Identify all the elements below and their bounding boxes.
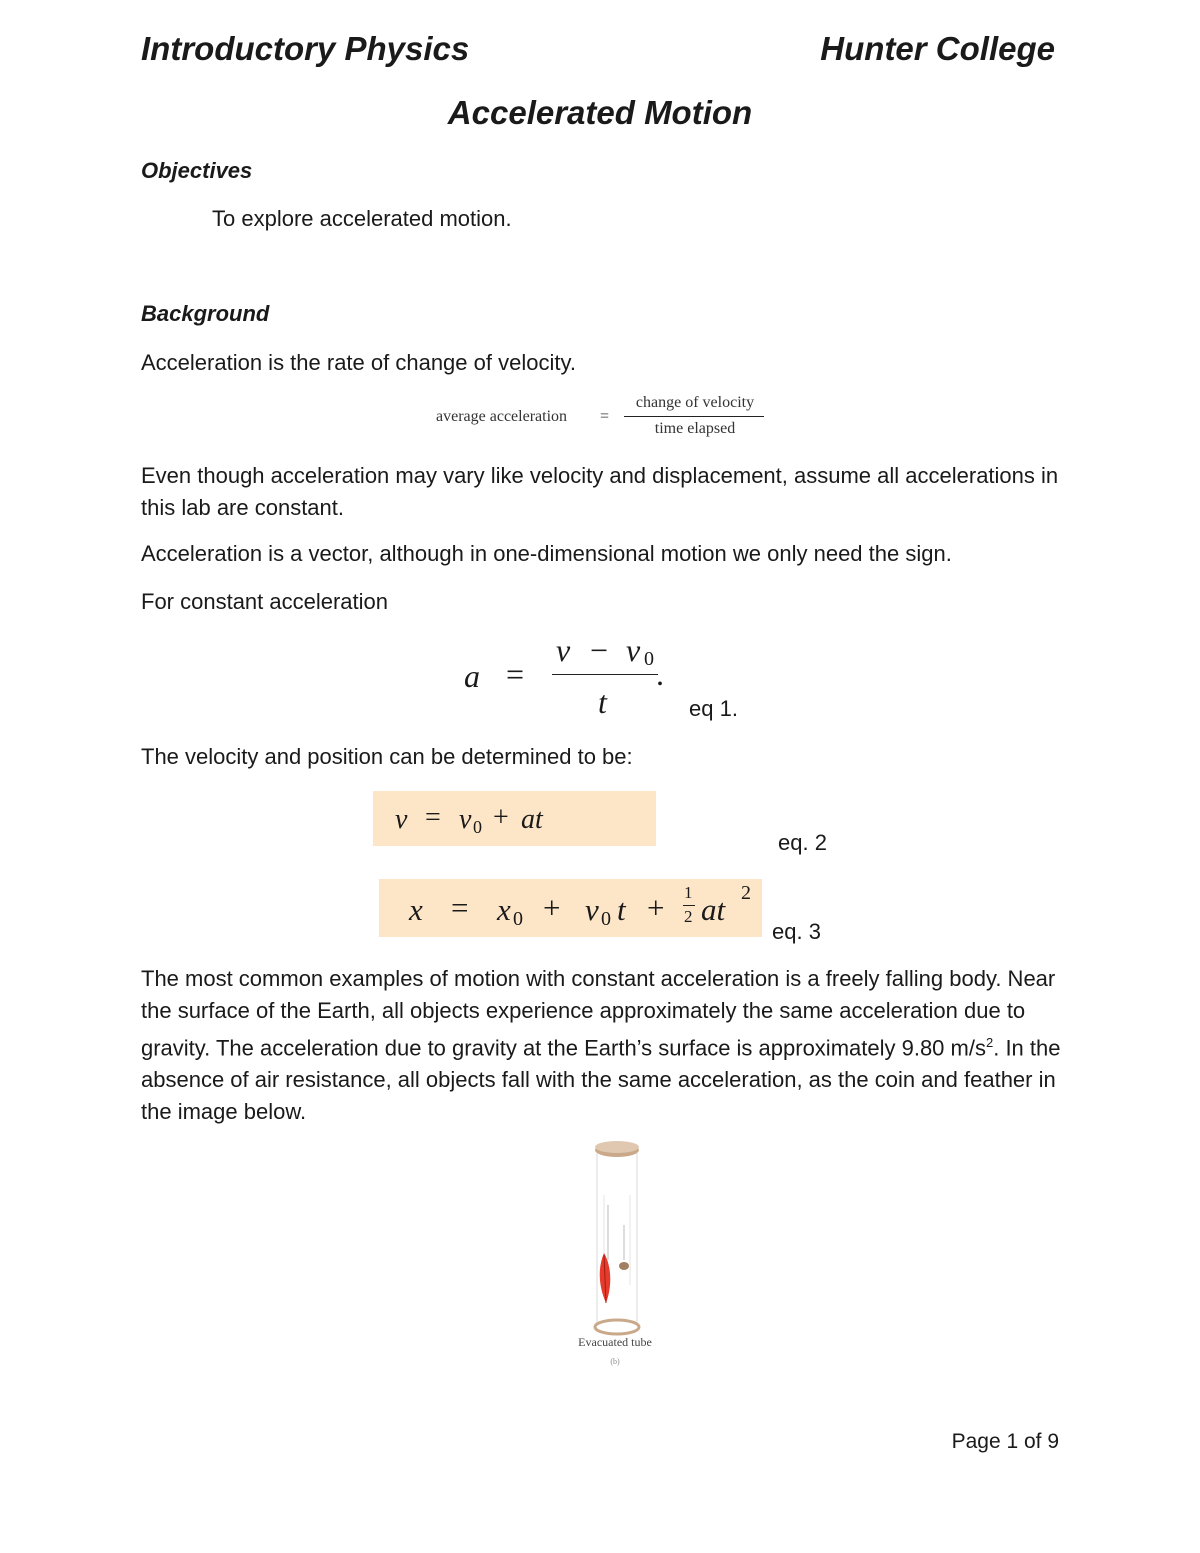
- eq3-t: t: [617, 892, 626, 927]
- tube-top-cap-face: [595, 1141, 639, 1153]
- eq1-dot: .: [656, 656, 664, 692]
- eq2-equals: =: [425, 802, 441, 833]
- eq3-at: at: [701, 892, 726, 927]
- background-paragraph-2: Even though acceleration may vary like velocity and displacement, assume all accelerations in this lab are constant.: [141, 463, 1059, 520]
- evacuated-tube-figure: [540, 1135, 690, 1375]
- average-acceleration-formula: [436, 394, 776, 444]
- eq1-minus: −: [590, 632, 609, 668]
- eq3-sub0-x: 0: [513, 908, 523, 930]
- avg-formula-numerator: change of velocity: [635, 394, 755, 411]
- paragraph-6-text-a: The most common examples of motion with constant acceleration is a freely falling body. Near the surface of the Earth, all objects experience approximately the same acceleration due to gravity. The acceleration due to gravity at the Earth’s surface is approximately 9.80 m/s: [141, 966, 1056, 1061]
- eq3-x0: x: [497, 892, 511, 927]
- eq1-t: t: [598, 684, 607, 720]
- eq1-label: eq 1.: [689, 696, 738, 721]
- figure-caption: Evacuated tube: [578, 1335, 652, 1349]
- avg-formula-denominator: time elapsed: [654, 420, 736, 437]
- eq2-plus: +: [493, 802, 509, 833]
- page-number: Page 1 of 9: [951, 1430, 1059, 1453]
- eq1-equals: =: [506, 656, 525, 692]
- eq2-label: eq. 2: [778, 830, 827, 855]
- eq3-half-numerator: 1: [684, 883, 693, 902]
- page-title: Accelerated Motion: [447, 94, 753, 131]
- background-heading: Background: [141, 301, 270, 326]
- coin-icon: [619, 1262, 629, 1270]
- avg-formula-fraction-bar: [624, 416, 764, 417]
- eq3-half-bar: [683, 905, 695, 906]
- eq1-a: a: [464, 658, 480, 694]
- objectives-heading: Objectives: [141, 158, 253, 183]
- eq3-v0: v: [585, 892, 599, 927]
- eq1-sub0: 0: [644, 648, 654, 670]
- eq2-sub0: 0: [473, 817, 482, 837]
- eq3-x: x: [409, 892, 423, 927]
- figure-subcaption: (b): [610, 1357, 620, 1366]
- eq1-v0: v: [626, 632, 641, 668]
- eq3-equals: =: [451, 890, 469, 925]
- eq1-v: v: [556, 632, 571, 668]
- tube-bottom-ring: [595, 1320, 639, 1334]
- eq2-v: v: [395, 804, 408, 835]
- equation-3: [379, 879, 762, 937]
- background-paragraph-5: The velocity and position can be determined to be:: [141, 744, 633, 769]
- eq2-v0: v: [459, 804, 472, 835]
- eq1-fraction-bar: [552, 674, 658, 675]
- background-paragraph-3: Acceleration is a vector, although in one-dimensional motion we only need the sign.: [141, 541, 952, 566]
- eq2-at: at: [521, 804, 543, 835]
- objectives-text: To explore accelerated motion.: [212, 206, 512, 231]
- paragraph-6-text-b: . In the absence of air resistance, all objects fall with the same acceleration, as the coin and feather in the image below.: [141, 1035, 1061, 1125]
- background-paragraph-4: For constant acceleration: [141, 589, 389, 614]
- equation-2: [373, 791, 656, 846]
- equation-1: [460, 632, 680, 722]
- paragraph-6-superscript: 2: [985, 1035, 994, 1050]
- background-paragraph-1: Acceleration is the rate of change of velocity.: [141, 350, 576, 375]
- eq3-label: eq. 3: [772, 919, 821, 944]
- avg-formula-lhs: average acceleration: [436, 408, 568, 425]
- eq3-plus-2: +: [647, 890, 665, 925]
- avg-formula-equals: =: [600, 408, 610, 425]
- header-course-title: Introductory Physics: [141, 30, 470, 67]
- eq3-sup2: 2: [741, 882, 751, 904]
- eq3-half-denominator: 2: [684, 907, 693, 926]
- background-paragraph-6: [141, 963, 1061, 1128]
- header-institution: Hunter College: [820, 30, 1055, 67]
- eq3-sub0-v: 0: [601, 908, 611, 930]
- eq3-plus-1: +: [543, 890, 561, 925]
